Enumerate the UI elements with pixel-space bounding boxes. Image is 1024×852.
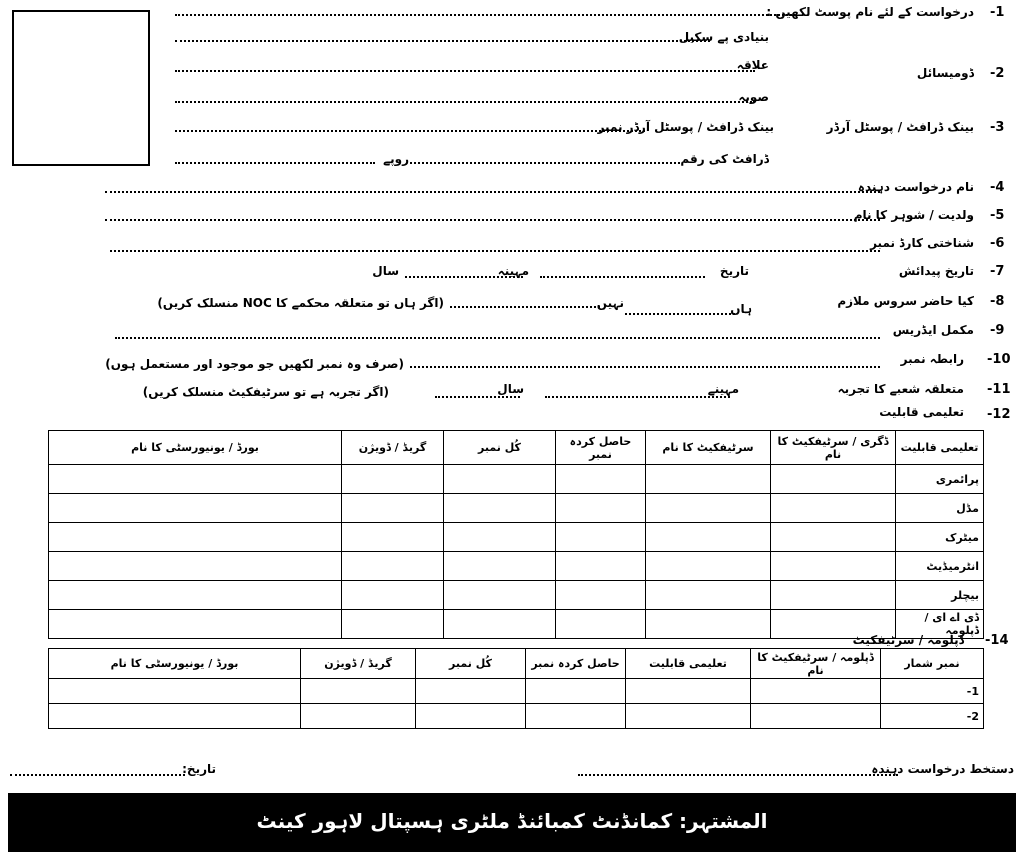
father-name-field[interactable] <box>105 219 880 221</box>
table-cell[interactable] <box>646 465 771 494</box>
serial-2: -2 <box>881 704 984 729</box>
noc-note: (اگر ہاں تو متعلقہ محکمے کا NOC منسلک کریں) <box>157 296 444 310</box>
item-9-label: مکمل ایڈریس <box>892 323 974 337</box>
item-5-number: -5 <box>990 208 1005 223</box>
item-4-label: نام درخواست دہندہ <box>857 180 974 194</box>
phone-note: (صرف وہ نمبر لکھیں جو موجود اور مستعمل ہوں) <box>105 357 404 371</box>
table-cell[interactable] <box>342 523 444 552</box>
draft-number-field[interactable] <box>175 130 645 132</box>
advertiser-text: المشتہر: کمانڈنٹ کمبائنڈ ملٹری ہسپتال لاہور کینٹ <box>256 809 768 833</box>
table-cell[interactable] <box>646 552 771 581</box>
header-board: بورڈ / یونیورسٹی کا نام <box>49 431 342 465</box>
table-cell[interactable] <box>556 552 646 581</box>
table-cell[interactable] <box>556 610 646 639</box>
exp-year-field[interactable] <box>435 396 520 398</box>
table-cell[interactable] <box>444 610 556 639</box>
item-12-number: -12 <box>987 407 1011 422</box>
province-field[interactable] <box>175 101 755 103</box>
exp-note: (اگر تجربہ ہے تو سرٹیفکیٹ منسلک کریں) <box>142 385 389 399</box>
table-cell[interactable] <box>49 704 301 729</box>
post-name-field[interactable] <box>175 14 795 16</box>
diploma-header-row <box>49 649 984 679</box>
serial-1: -1 <box>881 679 984 704</box>
table-cell[interactable] <box>771 494 896 523</box>
table-cell[interactable] <box>646 581 771 610</box>
table-cell[interactable] <box>646 610 771 639</box>
row-label-dae: ڈی اے ای / ڈپلومہ <box>896 610 984 639</box>
item-3-label: بینک ڈرافٹ / پوسٹل آرڈر <box>826 120 974 134</box>
table-cell[interactable] <box>526 704 626 729</box>
item-5-label: ولدیت / شوہر کا نام <box>853 208 974 222</box>
item-8-number: -8 <box>990 294 1005 309</box>
table-row <box>49 552 984 581</box>
table-cell[interactable] <box>444 552 556 581</box>
signature-label: دستخط درخواست دہندہ <box>871 762 1014 776</box>
yes-field[interactable] <box>625 313 735 315</box>
table-row <box>49 610 984 639</box>
header-grade: گریڈ / ڈویژن <box>301 649 416 679</box>
header-serial: نمبر شمار <box>881 649 984 679</box>
dob-date-field[interactable] <box>540 276 705 278</box>
date-label: تاریخ: <box>182 762 216 776</box>
dob-month-field[interactable] <box>405 276 523 278</box>
table-cell[interactable] <box>49 552 342 581</box>
item-7-number: -7 <box>990 264 1005 279</box>
date-field[interactable] <box>10 774 185 776</box>
header-qualification: تعلیمی قابلیت <box>896 431 984 465</box>
item-10-number: -10 <box>987 352 1011 367</box>
item-9-number: -9 <box>990 323 1005 338</box>
table-cell[interactable] <box>751 704 881 729</box>
table-row <box>49 494 984 523</box>
table-cell[interactable] <box>49 581 342 610</box>
header-board: بورڈ / یونیورسٹی کا نام <box>49 649 301 679</box>
item-1-number: -1 <box>990 5 1005 20</box>
table-cell[interactable] <box>771 523 896 552</box>
table-cell[interactable] <box>771 465 896 494</box>
exp-month-field[interactable] <box>545 396 730 398</box>
item-11-number: -11 <box>987 382 1011 397</box>
header-grade: گریڈ / ڈویژن <box>342 431 444 465</box>
signature-field[interactable] <box>578 774 898 776</box>
header-obtained-marks: حاصل کردہ نمبر <box>556 431 646 465</box>
tehsil-label: علاقہ <box>736 58 769 72</box>
header-degree-name: ڈگری / سرٹیفکیٹ کا نام <box>771 431 896 465</box>
dob-date-label: تاریخ <box>719 264 749 278</box>
table-cell[interactable] <box>444 494 556 523</box>
tehsil-field[interactable] <box>175 70 755 72</box>
cnic-field[interactable] <box>110 250 880 252</box>
dob-month-label: مہینہ <box>497 264 529 278</box>
item-7-label: تاریخ پیدائش <box>898 264 974 278</box>
table-cell[interactable] <box>342 552 444 581</box>
address-field[interactable] <box>115 337 880 339</box>
exp-year-label: سال <box>497 382 524 396</box>
item-2-number: -2 <box>990 66 1005 81</box>
table-cell[interactable] <box>751 679 881 704</box>
draft-number-label: بینک ڈرافٹ / پوسٹل آرڈر نمبر <box>597 120 774 134</box>
table-cell[interactable] <box>444 581 556 610</box>
table-cell[interactable] <box>49 679 301 704</box>
table-cell[interactable] <box>49 523 342 552</box>
advertiser-banner <box>8 793 1016 852</box>
table-cell[interactable] <box>342 465 444 494</box>
item-6-number: -6 <box>990 236 1005 251</box>
item-6-label: شناختی کارڈ نمبر <box>870 236 974 250</box>
table-cell[interactable] <box>556 494 646 523</box>
table-row <box>49 465 984 494</box>
item-4-number: -4 <box>990 180 1005 195</box>
table-cell[interactable] <box>646 523 771 552</box>
table-cell[interactable] <box>342 581 444 610</box>
table-cell[interactable] <box>49 465 342 494</box>
item-1-label: درخواست کے لئے نام پوسٹ لکھیں : <box>766 5 974 19</box>
draft-amount-label: ڈرافٹ کی رقم <box>680 152 769 166</box>
item-12-label: تعلیمی قابلیت <box>879 405 964 419</box>
item-14-label: ڈپلومہ / سرٹیفکیٹ <box>852 633 964 647</box>
header-obtained-marks: حاصل کردہ نمبر <box>526 649 626 679</box>
table-cell[interactable] <box>342 610 444 639</box>
photo-box <box>12 10 150 166</box>
draft-amount-field[interactable] <box>410 162 680 164</box>
header-total-marks: کُل نمبر <box>416 649 526 679</box>
header-total-marks: کُل نمبر <box>444 431 556 465</box>
header-qualification: تعلیمی قابلیت <box>626 649 751 679</box>
table-cell[interactable] <box>556 581 646 610</box>
header-diploma-name: ڈپلومہ / سرٹیفکیٹ کا نام <box>751 649 881 679</box>
table-cell[interactable] <box>49 610 342 639</box>
yes-label: ہاں <box>730 302 752 316</box>
phone-field[interactable] <box>410 366 880 368</box>
header-certificate-name: سرٹیفکیٹ کا نام <box>646 431 771 465</box>
education-header-row <box>49 431 984 465</box>
basic-scale-label: بنیادی پے سکیل <box>678 30 769 44</box>
row-label-middle: مڈل <box>896 494 984 523</box>
item-3-number: -3 <box>990 120 1005 135</box>
table-cell[interactable] <box>626 679 751 704</box>
table-cell[interactable] <box>771 581 896 610</box>
table-cell[interactable] <box>526 679 626 704</box>
amount-field-left[interactable] <box>175 162 375 164</box>
no-field[interactable] <box>450 306 600 308</box>
table-cell[interactable] <box>646 494 771 523</box>
table-cell[interactable] <box>771 552 896 581</box>
no-label: نہیں <box>596 296 624 310</box>
rupees-label: روپے <box>383 152 409 166</box>
table-cell[interactable] <box>444 465 556 494</box>
table-cell[interactable] <box>556 465 646 494</box>
table-cell[interactable] <box>556 523 646 552</box>
table-cell[interactable] <box>416 704 526 729</box>
exp-month-label: مہینے <box>707 382 739 396</box>
table-row <box>49 679 984 704</box>
table-row <box>49 581 984 610</box>
table-cell[interactable] <box>626 704 751 729</box>
table-cell[interactable] <box>342 494 444 523</box>
basic-scale-field[interactable] <box>175 40 710 42</box>
row-label-intermediate: انٹرمیڈیٹ <box>896 552 984 581</box>
item-14-number: -14 <box>985 633 1009 648</box>
table-row <box>49 704 984 729</box>
item-8-label: کیا حاضر سروس ملازم <box>837 294 974 308</box>
table-row <box>49 523 984 552</box>
item-11-label: متعلقہ شعبے کا تجربہ <box>837 382 964 396</box>
table-cell[interactable] <box>301 679 416 704</box>
table-cell[interactable] <box>301 704 416 729</box>
province-label: صوبہ <box>738 90 769 104</box>
diploma-table <box>48 648 984 729</box>
dob-year-label: سال <box>372 264 399 278</box>
applicant-name-field[interactable] <box>105 191 880 193</box>
row-label-bachelor: بیچلر <box>896 581 984 610</box>
row-label-matric: میٹرک <box>896 523 984 552</box>
table-cell[interactable] <box>416 679 526 704</box>
item-10-label: رابطہ نمبر <box>900 352 964 366</box>
row-label-primary: پرائمری <box>896 465 984 494</box>
table-cell[interactable] <box>49 494 342 523</box>
education-table <box>48 430 984 639</box>
table-cell[interactable] <box>444 523 556 552</box>
item-2-label: ڈومیسائل <box>916 66 974 80</box>
